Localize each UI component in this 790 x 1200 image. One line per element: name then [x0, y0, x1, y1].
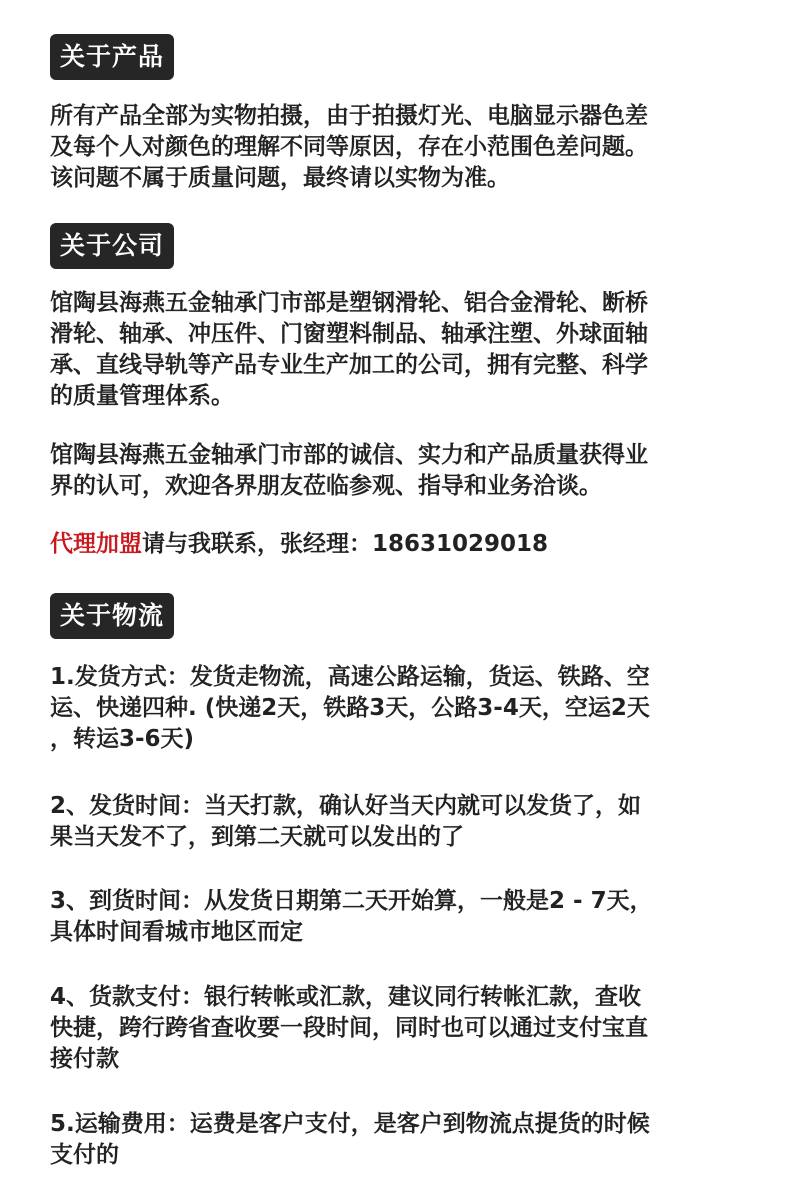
- contact-line: [50, 529, 740, 560]
- logistics-item-shipping-time: [50, 791, 740, 853]
- section-heading-logistics: 关于物流: [50, 593, 174, 639]
- text-line: 3、到货时间：从发货日期第二天开始算，一般是2 - 7天，: [50, 888, 653, 914]
- text-line: 该问题不属于质量问题，最终请以实物为准。: [50, 165, 510, 191]
- text-line: 滑轮、轴承、冲压件、门窗塑料制品、轴承注塑、外球面轴: [50, 321, 648, 347]
- text-line: 支付的: [50, 1142, 119, 1168]
- text-line: 接付款: [50, 1046, 119, 1072]
- contact-text: [50, 529, 740, 560]
- company-intro-paragraph: [50, 288, 740, 412]
- text-line: 馆陶县海燕五金轴承门市部的诚信、实力和产品质量获得业: [50, 442, 648, 468]
- franchise-highlight: 代理加盟: [50, 531, 142, 557]
- text-line: 承、直线导轨等产品专业生产加工的公司，拥有完整、科学: [50, 352, 648, 378]
- text-line: 的质量管理体系。: [50, 383, 234, 409]
- logistics-item-arrival-time: [50, 886, 740, 948]
- text-line: 运、快递四种. (快递2天，铁路3天，公路3-4天，空运2天: [50, 695, 650, 721]
- logistics-item-shipping-method: [50, 662, 740, 755]
- text-line: ，转运3-6天): [50, 726, 195, 752]
- contact-phone-text: 请与我联系，张经理：18631029018: [142, 531, 549, 557]
- text-line: 快捷，跨行跨省查收要一段时间，同时也可以通过支付宝直: [50, 1015, 648, 1041]
- text-line: 及每个人对颜色的理解不同等原因，存在小范围色差问题。: [50, 134, 648, 160]
- text-line: 果当天发不了，到第二天就可以发出的了: [50, 824, 464, 850]
- text-line: 1.发货方式：发货走物流，高速公路运输，货运、铁路、空: [50, 664, 650, 690]
- logistics-item-payment: [50, 982, 740, 1075]
- text-line: 界的认可，欢迎各界朋友莅临参观、指导和业务洽谈。: [50, 473, 602, 499]
- text-line: 馆陶县海燕五金轴承门市部是塑钢滑轮、铝合金滑轮、断桥: [50, 290, 648, 316]
- logistics-item-shipping-fee: [50, 1109, 740, 1171]
- text-line: 2、发货时间：当天打款，确认好当天内就可以发货了，如: [50, 793, 642, 819]
- product-paragraph: [50, 101, 740, 194]
- text-line: 具体时间看城市地区而定: [50, 919, 303, 945]
- section-heading-company: 关于公司: [50, 223, 174, 269]
- company-integrity-paragraph: [50, 440, 740, 502]
- text-line: 5.运输费用：运费是客户支付，是客户到物流点提货的时候: [50, 1111, 650, 1137]
- text-line: 4、货款支付：银行转帐或汇款，建议同行转帐汇款，查收: [50, 984, 642, 1010]
- text-line: 所有产品全部为实物拍摄，由于拍摄灯光、电脑显示器色差: [50, 103, 648, 129]
- section-heading-product: 关于产品: [50, 34, 174, 80]
